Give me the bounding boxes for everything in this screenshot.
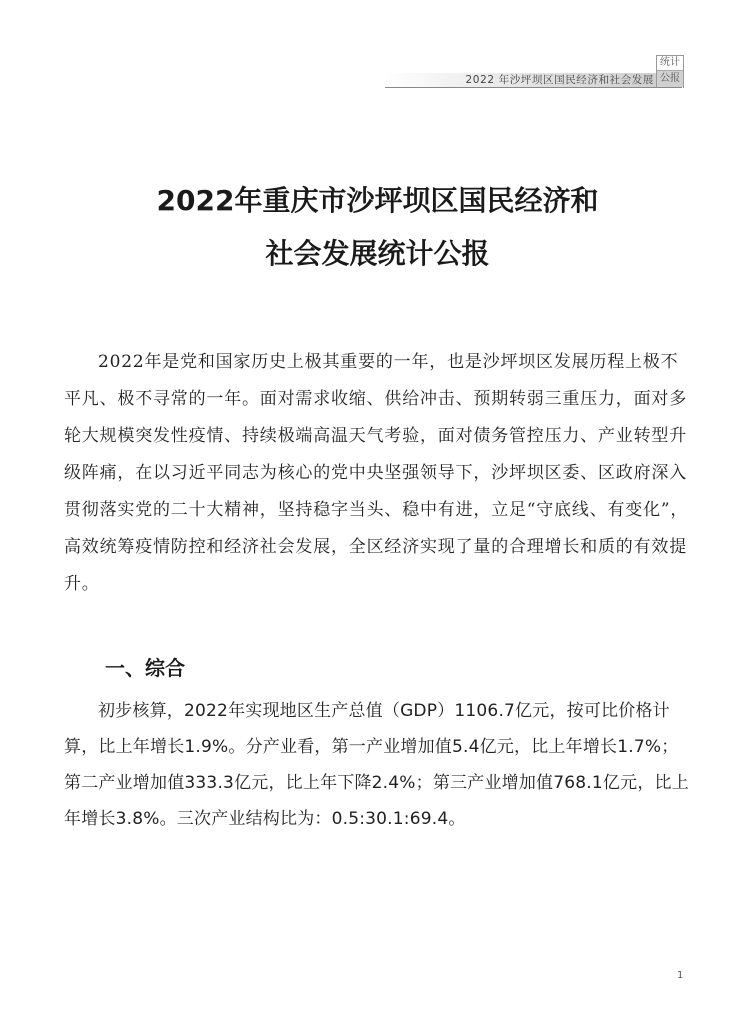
intro-text: 2022年是党和国家历史上极其重要的一年，也是沙坪坝区发展历程上极不平凡、极不寻常的一年。面对需求收缩、供给冲击、预期转弱三重压力，面对多轮大规模突发性疫情、持续极端高温天气考验，面对债务管控压力、产业转型升级阵痛，在以习近平同志为核心的党中央坚强领导下，沙坪坝区委、区政府深入贯彻落实党的二十大精神，坚持稳字当头、稳中有进，立足“守底线、有变化”，高效统筹疫情防控和经济社会发展，全区经济实现了量的合理增长和质的有效提升。 <box>64 352 689 594</box>
header-rule <box>385 87 682 88</box>
running-header: 2022 年沙坪坝区国民经济和社会发展 <box>465 74 654 86</box>
header-tab-bottom: 公报 <box>657 71 683 87</box>
header-tab-top: 统计 <box>657 56 683 71</box>
section-text: 初步核算，2022年实现地区生产总值（GDP）1106.7亿元，按可比价格计算，比上年增长1.9%。分产业看，第一产业增加值5.4亿元，比上年增长1.7%；第二产业增加值333.3亿元，比上年下降2.4%；第三产业增加值768.1亿元，比上年增长3.8%。三次产业结构比为：0.5:30.1:69.4。 <box>64 701 689 829</box>
header-tab <box>656 55 684 88</box>
intro-paragraph <box>64 344 692 603</box>
section-heading: 一、综合 <box>105 656 185 680</box>
page-title-line-1: 2022年重庆市沙坪坝区国民经济和 <box>156 184 599 217</box>
page-number: 1 <box>677 970 684 981</box>
section-body <box>64 693 692 837</box>
page-title-line-2: 社会发展统计公报 <box>265 237 490 270</box>
